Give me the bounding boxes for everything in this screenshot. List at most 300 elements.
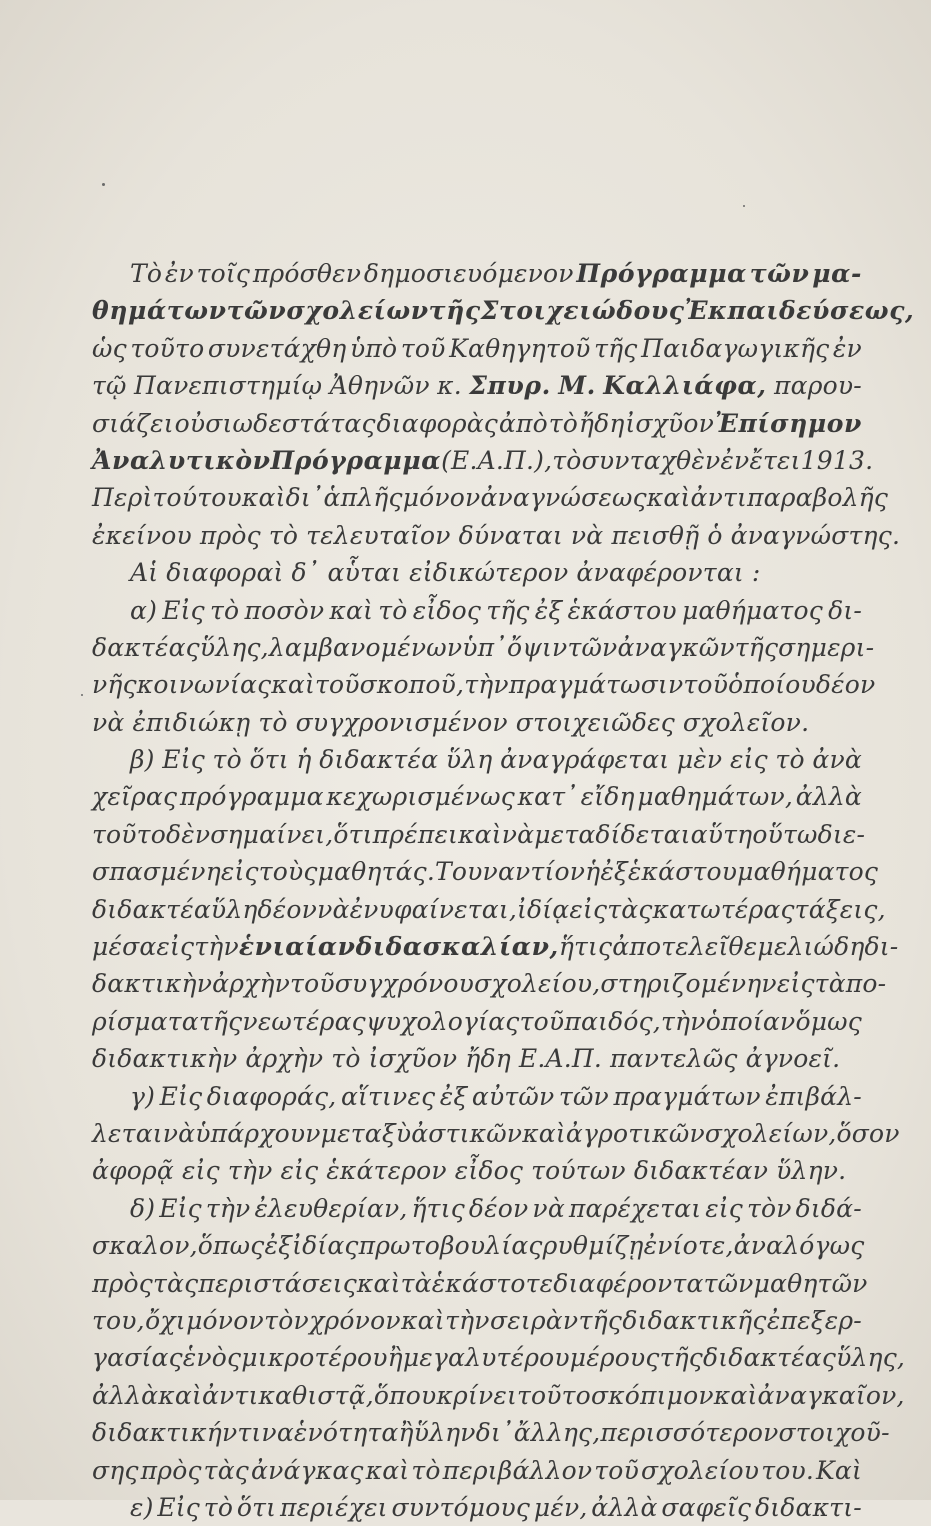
word: τὸ [378,595,408,625]
word: δ᾽ [291,558,320,588]
word: Αἱ [130,558,159,588]
word: πρὸς [199,520,261,550]
bold-word: Πρόγραμμα [576,259,747,288]
word: τὴν [661,1006,706,1036]
word: παιδός, [564,1006,661,1036]
word: καὶ [458,819,502,849]
word: διαφοραὶ [166,558,284,588]
text-line [92,778,862,815]
word: σκόπιμον [590,1380,714,1410]
word: τῷ [92,371,127,401]
word: τὸ [210,595,240,625]
word: ἑνὸς [182,1343,242,1373]
word: στοιχειῶδες [515,707,675,737]
text-line [92,1003,862,1040]
word: καὶ [365,1455,410,1485]
word: ὕλην [413,1418,476,1448]
word: τοῦ [400,333,446,363]
word: τὰς [152,1268,199,1298]
word: τούτου [152,483,242,513]
word: εἶδος [412,595,482,625]
text-line [92,1265,868,1302]
word: ἐπιβάλ- [765,1081,862,1111]
word: ἑκάτερον [326,1156,447,1186]
word: οὕτω [752,819,818,849]
word: δι᾽ [285,483,324,513]
word: λεται [92,1118,163,1148]
word: ἰσχῦον [625,408,715,438]
word: μεγαλυτέρου [402,1343,570,1373]
text-line [92,330,862,367]
word: ὡς [92,333,127,363]
word: Καθηγητοῦ [449,333,591,363]
word: τούτων [531,1156,626,1186]
word: τοῦ [683,670,729,700]
word: ἢ [398,1418,414,1448]
word: ψυχολογίας [365,1006,520,1036]
word: δι᾽ [475,1418,514,1448]
word: ἐνυφαίνεται, [349,894,518,924]
word: σχολείου [640,1455,760,1485]
bold-word: Μ. [558,371,596,401]
word: παντελῶς [610,1044,738,1074]
word: δύναται [458,520,563,550]
word: ἑνότητα [293,1418,399,1448]
word: σχολείων, [704,1118,837,1148]
word: παρέχεται [568,1193,702,1223]
word: πραγμάτων [613,1081,761,1111]
word: πρὸς [140,1455,202,1485]
word: τῶν [703,1268,754,1298]
word: ὄψιν [506,632,568,662]
text-line [92,517,901,554]
word: καὶ [646,483,691,513]
word: νῆς [92,670,137,700]
word: τὸν [264,1305,309,1335]
word: τὸν [747,1193,792,1223]
text-line [92,965,887,1002]
word: ἐξ [600,857,628,887]
word: τὴν [464,670,509,700]
word: ἀρχὴν [212,969,291,999]
word: διαφέροντα [553,1268,704,1298]
word: τὸ [548,408,579,438]
text-line [92,1152,862,1189]
word: ἐν [164,259,194,288]
word: ὅπως [197,1231,265,1261]
word: ἀλλὰ [591,1492,658,1522]
word: τὴν [227,1156,273,1186]
word: ἐπεξερ- [766,1305,862,1335]
word: ἤδη [578,408,625,438]
word: διδά- [795,1193,862,1223]
word: ἐξ [264,1231,293,1261]
word: καὶ [522,1118,566,1148]
word: τὴν [194,932,239,962]
bold-word: Ἐκπαιδεύσεως, [684,296,915,326]
word: μέσα [92,932,157,962]
text-line [92,666,876,703]
word: μαθήματος [681,595,823,625]
word: παρου- [774,371,862,401]
word: ε) [130,1492,154,1522]
bold-word: Ἀναλυτικὸν [92,445,271,475]
word: ἀλλὰ [795,782,862,812]
word: ἀντικαθιστᾷ, [201,1380,374,1410]
word: εἴδη [580,782,635,812]
word: χρόνον [309,1305,401,1335]
word: εἰς [280,1156,319,1186]
body-text [92,255,915,1526]
word: τοῦτο [516,1380,591,1410]
word: Πανεπιστημίῳ [134,371,323,401]
word: νεωτέρας [242,1006,366,1036]
word: πρόσθεν [252,259,362,288]
word: τοῦ [314,670,360,700]
word: ὅτι [236,1492,277,1522]
word: στηριζομένην [600,969,777,999]
word: τοῦτο [130,333,205,363]
word: ἀνάγκας [251,1455,364,1485]
word: ἔτει [749,445,801,475]
word: διδακτι- [755,1492,862,1522]
word: τὰς [607,894,653,924]
word: σημαίνει, [210,819,334,849]
word: α) [130,595,158,625]
word: ἀστικῶν [411,1118,523,1148]
word: τὸ [203,1492,234,1522]
word: καὶ [713,1380,758,1410]
word: ἢ [387,1343,403,1373]
word: τὴν [445,1305,490,1335]
word: περιβάλλον [442,1455,593,1485]
word: συνετάχθη [207,333,347,363]
word: Εἰς [159,1081,203,1111]
word: ἀλλὰ [92,1380,159,1410]
word: κεχωρισμένως [326,782,515,812]
word: ὕλη [445,745,493,775]
word: τοῖς [196,259,251,288]
word: ὄχι [145,1305,186,1335]
word: διδακτέαν [633,1156,769,1186]
word: Τὸ [130,259,163,288]
word: τελευταῖον [306,520,451,550]
word: Εἰς [162,745,205,775]
text-line [92,1489,862,1526]
text-line [92,479,889,516]
text-line [92,405,862,442]
word: ἁπλῆς [323,483,403,513]
word: θεμελιώδη [728,932,865,962]
word: ὑπάρχουν [195,1118,321,1148]
word: συγχρονισμένον [295,707,508,737]
word: τῆς [578,1305,623,1335]
word: εἶδος [454,1156,524,1186]
word: σημερι- [778,632,875,662]
text-line [92,1339,906,1376]
word: καὶ [271,670,315,700]
word: πρωτοβουλίας [358,1231,543,1261]
word: πρόγραμμα [179,782,324,812]
word: ἐν [832,333,862,363]
word: περιέχει [279,1492,388,1522]
word: ἀναλόγως [733,1231,865,1261]
word: γ) [130,1081,156,1111]
word: περισσότερον [600,1418,779,1448]
word: πρέπει [372,819,459,849]
word: διδακτέας [702,1343,837,1373]
word: νὰ [570,520,604,550]
word: μόνον [402,483,481,513]
word: λαμβανομένων [268,632,463,662]
word: σιάζει [92,408,174,438]
text-line [92,1377,905,1414]
word: ὁ [707,520,723,550]
word: : [751,558,761,588]
text-line [92,1414,890,1451]
word: διδακτέα [319,745,439,775]
word: μέρους [569,1343,660,1373]
word: τὰς [203,1455,249,1485]
word: νὰ [532,1193,565,1223]
word: Ε.Α.Π. [518,1044,603,1074]
word: τινα [237,1418,294,1448]
word: δ) [130,1193,156,1223]
word: κοινωνίας [136,670,272,700]
word: ἥτις [558,932,613,962]
word: τὸ [552,445,582,475]
word: εἰς [569,894,608,924]
word: συντόμους [391,1492,531,1522]
word: σκοποῦ, [359,670,465,700]
bold-word: μα- [812,259,862,288]
text-line [92,255,862,292]
word: διαφορὰς [376,408,499,438]
word: ὅτι [333,819,373,849]
word: τὸ [268,520,299,550]
word: του. [761,1455,815,1485]
word: ἰδίᾳ [517,894,570,924]
word: εἰς [729,745,768,775]
word: διε- [817,819,866,849]
word: τὸ [775,745,805,775]
word: Περὶ [92,483,153,513]
word: διδακτικὴν [92,1044,238,1074]
word: τοῦ [519,1006,565,1036]
word: νὰ [162,1118,196,1148]
word: σης [92,1455,139,1485]
bold-word: Στοιχειώδους [480,296,685,326]
word: ἀντιπαραβολῆς [690,483,889,513]
text-line [92,592,862,629]
word: οὐσιωδεστάτας [174,408,376,438]
word: τοὺς [258,857,318,887]
word: μικροτέρου [241,1343,388,1373]
word: τὸ [411,1455,441,1485]
word: διδακτικήν [92,1418,238,1448]
word: χεῖρας [92,782,178,812]
text-line [92,292,915,329]
text-line [92,1040,862,1077]
word: ὅσον [836,1118,900,1148]
word: τὰ [400,1268,432,1298]
bold-word: Ἐπίσημον [714,408,862,438]
word: εἰς [220,857,259,887]
word: νὰ [317,894,350,924]
bold-word: Καλλιάφα, [603,371,767,401]
word: καὶ [241,483,286,513]
word: πεισθῇ [611,520,700,550]
word: σχολείου, [474,969,601,999]
word: ἐλευθερίαν, [254,1193,408,1223]
word: σαφεῖς [661,1492,752,1522]
word: τὴν [205,1193,251,1223]
word: ρίσματα [92,1006,199,1036]
text-line [92,629,875,666]
bold-word: τῆς [428,296,481,326]
word: τῶν [558,1081,609,1111]
word: ἀγνοεῖ. [745,1044,841,1074]
word: Ἀθηνῶν [329,371,430,401]
word: μὲν [676,745,723,775]
text-line [92,1302,862,1339]
word: Εἰς [157,1492,201,1522]
word: αἵτινες [340,1081,436,1111]
word: ὅπου [373,1380,437,1410]
text-line [92,816,866,853]
word: ἀπὸ [498,408,548,438]
word: τῆς [486,595,530,625]
word: Τουναντίον [435,857,586,887]
word: ἐξ [534,595,563,625]
word: κατωτέρας [652,894,795,924]
word: ἡ [296,745,312,775]
word: τῆς [734,632,779,662]
word: ἀναγκῶν [617,632,735,662]
word: ὅτι [249,745,289,775]
word: ἀγροτικῶν [565,1118,705,1148]
word: περιστάσεις [198,1268,357,1298]
bold-word: θημάτων [92,296,227,326]
text-line [92,1115,900,1152]
word: ὁποίαν [705,1006,796,1036]
word: Εἰς [159,1193,202,1223]
word: καὶ [158,1380,202,1410]
text-line [92,367,862,404]
word: σπασμένη [92,857,221,887]
word: ποσὸν [244,595,325,625]
word: ἀνὰ [812,745,862,775]
word: μαθήματος [737,857,879,887]
word: ἑκάστοτε [431,1268,554,1298]
text-line [92,891,886,928]
word: Παιδαγωγικῆς [641,333,830,363]
word: μέν, [533,1492,588,1522]
word: κατ᾽ [517,782,578,812]
word: ἑκάστου [567,595,677,625]
word: συγχρόνου [334,969,475,999]
text-line [92,1190,862,1227]
word: τὸ [258,707,288,737]
word: στοιχοῦ- [778,1418,890,1448]
word: ἀναγράφεται [500,745,670,775]
text-line [92,928,899,965]
word: ἀφορᾷ [92,1156,175,1186]
word: εἰς [156,932,195,962]
word: ὅμως [795,1006,862,1036]
word: αὕτη [690,819,753,849]
word: ρυθμίζῃ [542,1231,644,1261]
bold-word: τῶν [226,296,287,326]
bold-word: τῶν [749,259,810,288]
word: τὸ [212,745,242,775]
word: δακτικὴν [92,969,213,999]
word: ἡ [585,857,601,887]
word: σχολεῖον. [682,707,810,737]
word: 1913. [800,445,874,475]
word: εἰς [182,1156,220,1186]
ink-speck [81,694,83,696]
word: πο- [845,969,887,999]
word: ὑπ᾽ [462,632,507,662]
word: ἀποτελεῖ [612,932,729,962]
word: ἀρχὴν [245,1044,324,1074]
word: διαφοράς, [206,1081,337,1111]
word: τοῦ [290,969,335,999]
word: β) [130,745,155,775]
bold-word: σχολείων [286,296,429,326]
word: δέον [815,670,876,700]
word: δι- [864,932,899,962]
word: ἤδη [465,1044,511,1074]
word: ἀναγνώσεως [480,483,647,513]
text-line [92,1227,865,1264]
word: ἀναγνώστης. [730,520,901,550]
text-line [92,554,862,591]
word: νὰ [501,819,535,849]
word: τῆς [198,1006,243,1036]
word: κ. [437,371,462,401]
word: μεταδίδεται [534,819,691,849]
word: αὗται [327,558,402,588]
bold-word: Πρόγραμμα [270,445,442,475]
word: δέον [468,1193,529,1223]
word: ἐπιδιώκῃ [132,707,251,737]
word: πρὸς [92,1268,153,1298]
word: ἰσχῦον [368,1044,458,1074]
word: καὶ [401,1305,445,1335]
text-line [92,853,879,890]
word: μαθημάτων, [637,782,794,812]
text-line [92,704,862,741]
word: ἐνίοτε, [643,1231,734,1261]
word: ἥτις [411,1193,465,1223]
word: κρίνει [436,1380,517,1410]
word: ὕλης, [836,1343,906,1373]
word: διδακτέα [92,894,211,924]
word: δὲν [165,819,211,849]
word: μαθητῶν [753,1268,868,1298]
word: συνταχθὲν [581,445,721,475]
word: ὁποίου [728,670,816,700]
text-line [92,442,874,479]
word: δι- [828,595,862,625]
word: καὶ [329,595,374,625]
word: του, [92,1305,145,1335]
word: ὕλη [210,894,258,924]
bold-word: ἑνιαίαν [238,932,356,962]
word: τάξεις, [794,894,886,924]
